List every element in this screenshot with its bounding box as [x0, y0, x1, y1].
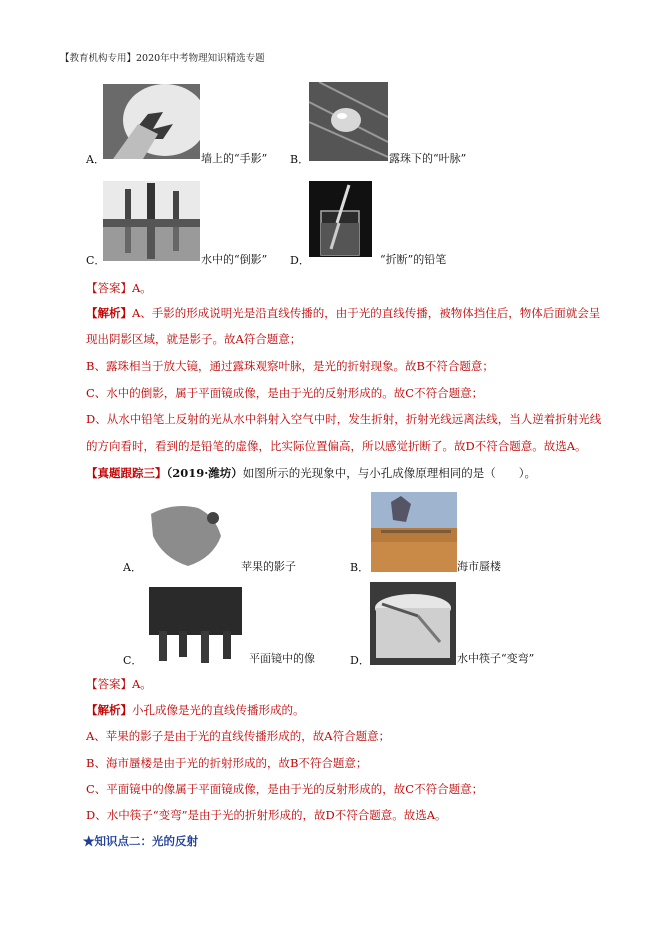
q2-tag: 【真题跟踪三】: [86, 466, 167, 480]
q2-option-d-letter: D．: [350, 654, 370, 667]
q1-analysis-line-3: B、露珠相当于放大镜，通过露珠观察叶脉，是光的折射现象。故B不符合题意；: [86, 359, 494, 373]
q2-option-a-letter: A．: [123, 561, 142, 574]
q2-analysis-line-3: B、海市蜃楼是由于光的折射形成的，故B不符合题意；: [86, 756, 368, 770]
q2-option-a-caption: 苹果的影子: [241, 560, 296, 573]
q2-source: （2019·潍坊）: [166, 466, 243, 480]
section-title: 知识点二：光的反射: [94, 834, 198, 848]
q1-analysis-line-6: 的方向看时，看到的是铅笔的虚像，比实际位置偏高，所以感觉折断了。故D不符合题意。故选A。: [86, 439, 587, 453]
q1-analysis-line-1: [86, 306, 600, 320]
q2-option-c-letter: C．: [123, 654, 143, 667]
q1-option-a-caption: 墙上的“手影”: [201, 152, 268, 165]
star-icon: ★: [83, 834, 95, 848]
hand-shadow-image: [103, 84, 200, 159]
q2-stem: [86, 466, 536, 480]
mirage-image: [371, 492, 457, 572]
pencil-in-water-image: [309, 181, 372, 257]
q1-option-c-letter: C．: [86, 254, 106, 267]
q2-question: 如图所示的光现象中，与小孔成像原理相同的是（ ）。: [242, 466, 537, 480]
analysis-tag: 【解析】: [86, 703, 132, 717]
mirror-image-photo: [145, 581, 246, 666]
q1-analysis-line-2: 现出阴影区域，就是影子。故A符合题意；: [86, 332, 302, 346]
bent-chopsticks-image: [370, 582, 456, 665]
pagoda-reflection-image: [103, 181, 200, 261]
q2-option-d-caption: 水中筷子“变弯”: [457, 652, 535, 665]
q1-answer: 【答案】A。: [86, 281, 152, 295]
dewdrop-leaf-image: [309, 82, 388, 161]
q1-option-c-caption: 水中的“倒影”: [201, 253, 268, 266]
q1-option-d-letter: D．: [290, 254, 310, 267]
analysis-text: A、手影的形成说明光是沿直线传播的，由于光的直线传播，被物体挡住后，物体后面就会呈: [132, 306, 601, 320]
q1-option-b-letter: B．: [290, 153, 310, 166]
q1-option-a-letter: A．: [86, 153, 105, 166]
q2-analysis-line-5: D、水中筷子“变弯”是由于光的折射形成的，故D不符合题意。故选A。: [86, 808, 447, 822]
q2-analysis-line-4: C、平面镜中的像属于平面镜成像，是由于光的反射形成的，故C不符合题意；: [86, 782, 484, 796]
analysis-tag: 【解析】: [86, 306, 132, 320]
q1-option-d-caption: “折断”的铅笔: [380, 253, 447, 266]
q2-analysis-line-1: [86, 703, 305, 717]
analysis-text: 小孔成像是光的直线传播形成的。: [132, 703, 305, 717]
page-header: 【教育机构专用】2020年中考物理知识精选专题: [60, 53, 265, 64]
q2-answer: 【答案】A。: [86, 677, 152, 691]
q2-option-b-caption: 海市蜃楼: [457, 560, 501, 573]
q2-option-b-letter: B．: [350, 561, 370, 574]
q1-analysis-line-4: C、水中的倒影，属于平面镜成像，是由于光的反射形成的。故C不符合题意；: [86, 386, 484, 400]
q1-option-b-caption: 露珠下的“叶脉”: [389, 152, 467, 165]
apple-shadow-image: [143, 496, 240, 571]
q2-option-c-caption: 平面镜中的像: [249, 652, 315, 665]
q2-analysis-line-2: A、苹果的影子是由于光的直线传播形成的，故A符合题意；: [86, 729, 391, 743]
q1-analysis-line-5: D、从水中铅笔上反射的光从水中斜射入空气中时，发生折射，折射光线远离法线，当人逆着折射光线: [86, 412, 602, 426]
section-heading: [83, 834, 198, 848]
